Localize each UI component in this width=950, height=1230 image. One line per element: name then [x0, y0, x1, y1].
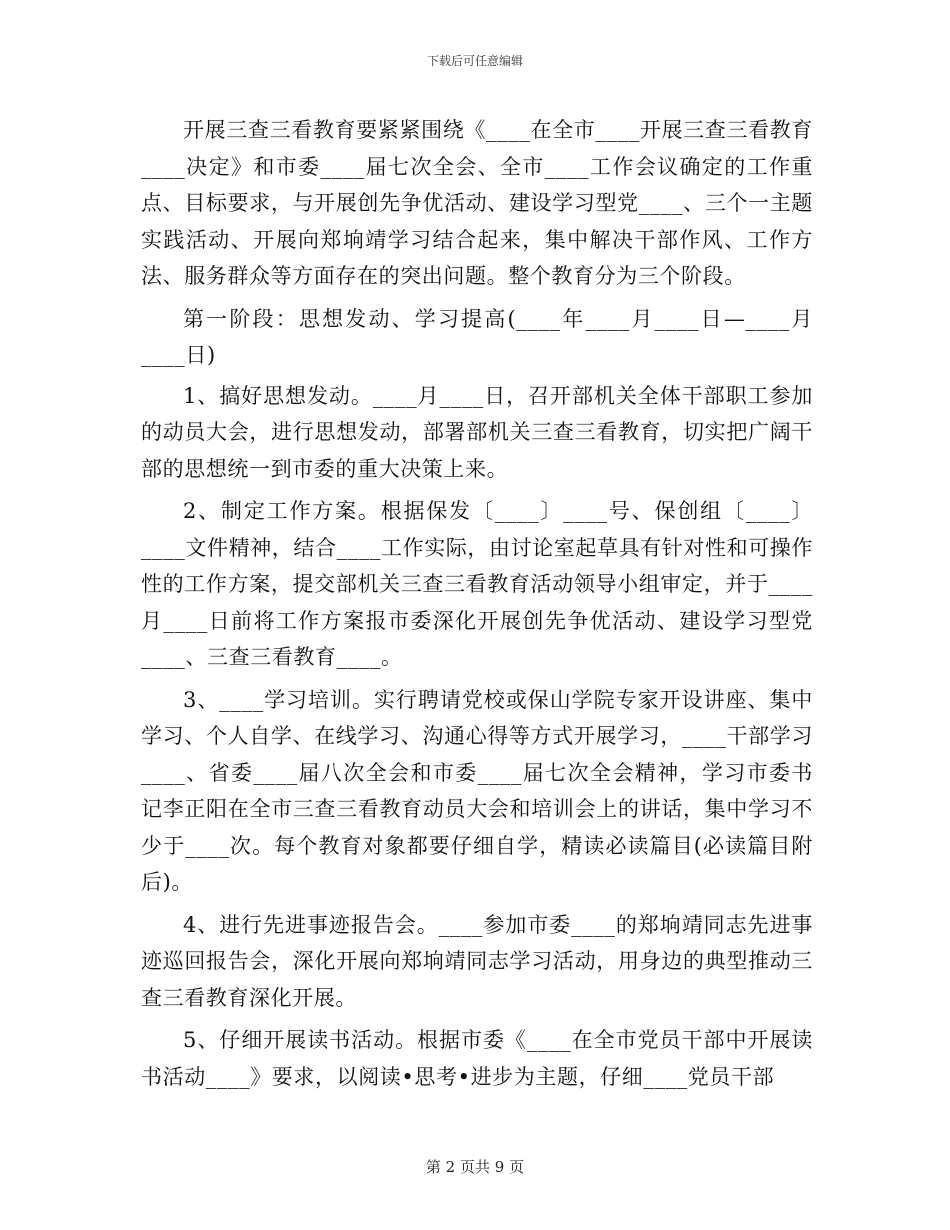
paragraph-item-4: 4、进行先进事迹报告会。____参加市委____的郑垧靖同志先进事迹巡回报告会，深化开展向郑垧靖同志学习活动，用身边的典型推动三查三看教育深化开展。: [141, 912, 813, 1010]
paragraph-item-3: 3、____学习培训。实行聘请党校或保山学院专家开设讲座、集中学习、个人自学、在线学习、沟通心得等方式开展学习，____干部学习____、省委____届八次全会和市委____届七次全会精神，学习市委书记李正阳在全市三查三看教育动员大会和培训会上的讲话，集中学习不少于____次。每个教育对象都要仔细自学，精读必读篇目(必读篇目附后)。: [141, 687, 813, 894]
paragraph-item-2: 2、制定工作方案。根据保发〔____〕____号、保创组〔____〕____文件精神，结合____工作实际，由讨论室起草具有针对性和可操作性的工作方案，提交部机关三查三看教育活动领导小组审定，并于____月____日前将工作方案报市委深化开展创先争优活动、建设学习型党____、三查三看教育____。: [141, 499, 813, 669]
page-footer: 第 2 页共 9 页: [425, 1158, 525, 1176]
paragraph-item-1: 1、搞好思想发动。____月____日，召开部机关全体干部职工参加的动员大会，进行思想发动，部署部机关三查三看教育，切实把广阔干部的思想统一到市委的重大决策上来。: [141, 383, 813, 481]
paragraph-intro: 开展三查三看教育要紧紧围绕《____在全市____开展三查三看教育____决定》和市委____届七次全会、全市____工作会议确定的工作重点、目标要求，与开展创先争优活动、建设学习型党____、三个一主题实践活动、开展向郑垧靖学习结合起来，集中解决干部作风、工作方法、服务群众等方面存在的突出问题。整个教育分为三个阶段。: [141, 118, 813, 288]
document-body: [141, 112, 813, 1101]
paragraph-stage-one-heading: 第一阶段：思想发动、学习提高(____年____月____日—____月____日): [141, 306, 813, 367]
page-header: 下载后可任意编辑: [426, 54, 523, 68]
paragraph-item-5: 5、仔细开展读书活动。根据市委《____在全市党员干部中开展读书活动____》要求，以阅读•思考•进步为主题，仔细____党员干部: [141, 1028, 813, 1089]
